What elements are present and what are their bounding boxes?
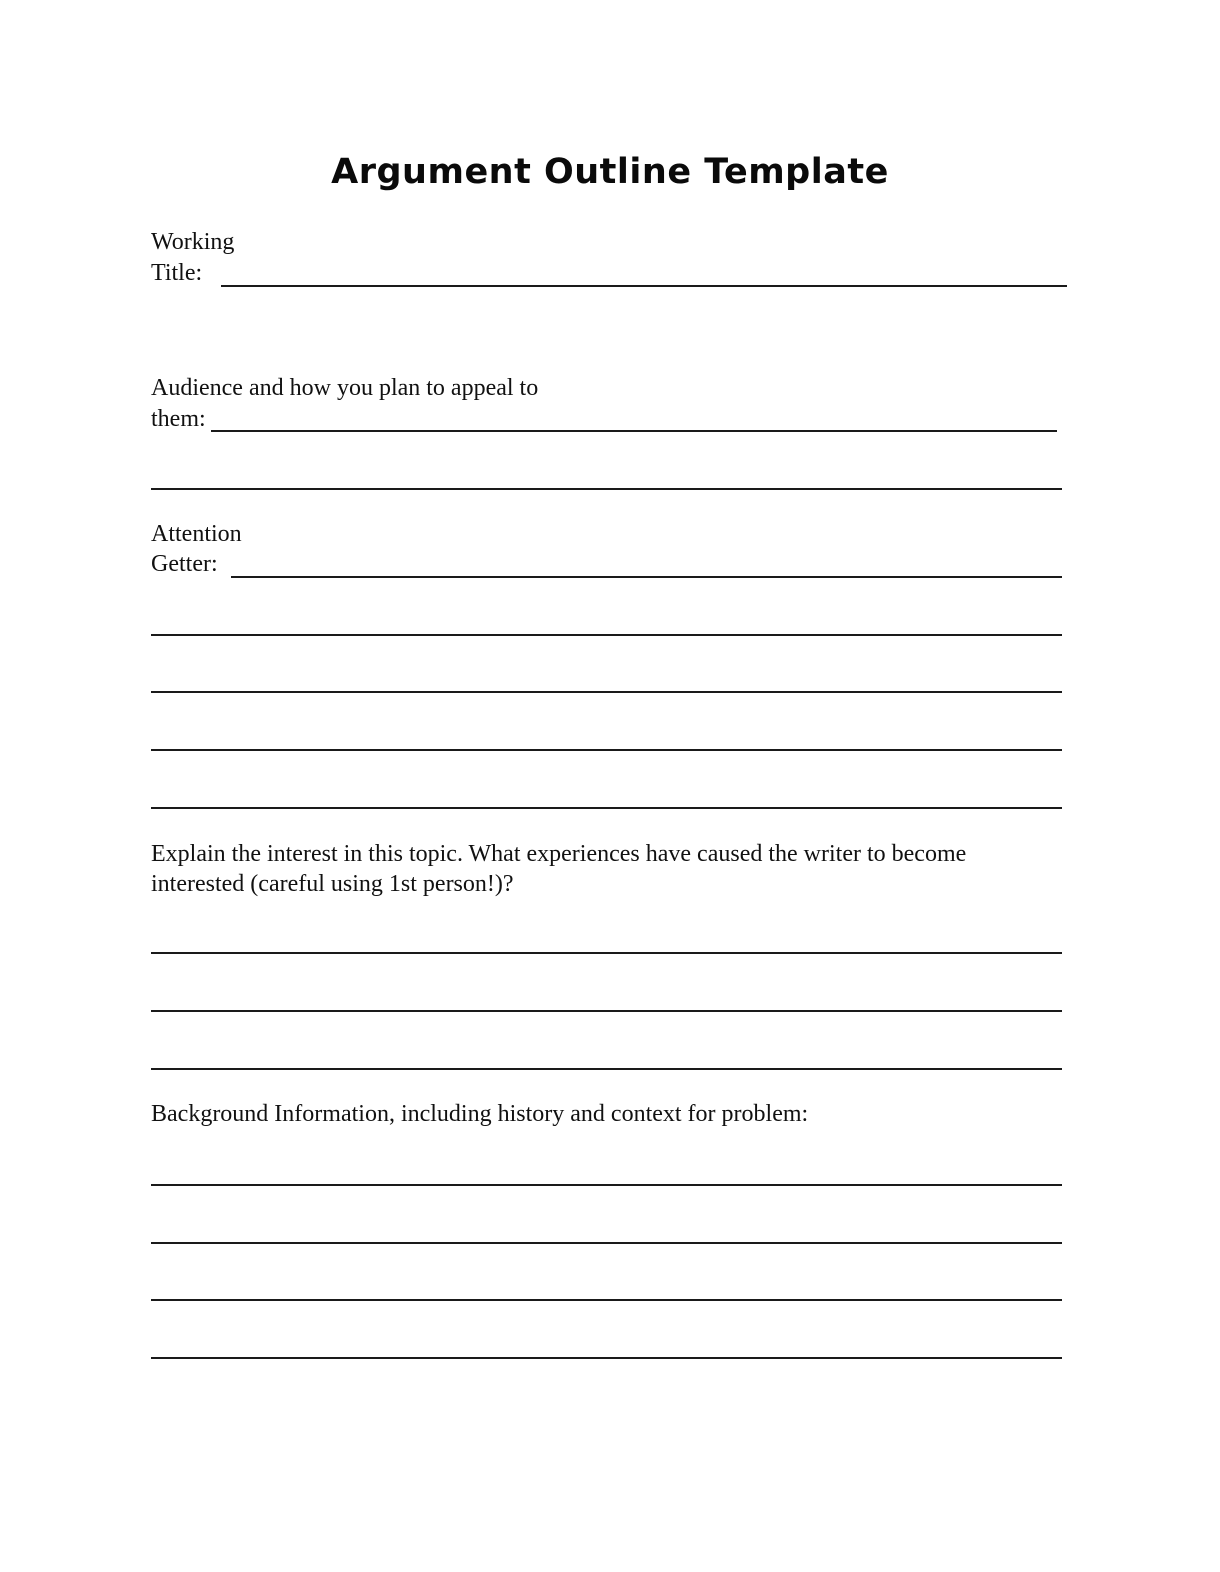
working-title-label: Working	[151, 229, 235, 255]
interest-field-3[interactable]	[151, 1068, 1062, 1070]
interest-prompt: Explain the interest in this topic. What experiences have caused the writer to become	[151, 841, 967, 867]
attention-getter-field-3[interactable]	[151, 691, 1062, 693]
working-title-label-2: Title:	[151, 260, 203, 286]
working-title-field[interactable]	[221, 285, 1067, 287]
background-field-2[interactable]	[151, 1242, 1062, 1244]
interest-field-2[interactable]	[151, 1010, 1062, 1012]
attention-getter-label: Attention	[151, 521, 242, 547]
background-field-3[interactable]	[151, 1299, 1062, 1301]
audience-field-1[interactable]	[211, 430, 1057, 432]
audience-label: Audience and how you plan to appeal to	[151, 375, 539, 401]
audience-field-2[interactable]	[151, 488, 1062, 490]
audience-label-2: them:	[151, 406, 206, 432]
attention-getter-field-4[interactable]	[151, 749, 1062, 751]
background-field-4[interactable]	[151, 1357, 1062, 1359]
background-field-1[interactable]	[151, 1184, 1062, 1186]
interest-prompt-2: interested (careful using 1st person!)?	[151, 871, 514, 897]
interest-field-1[interactable]	[151, 952, 1062, 954]
background-prompt: Background Information, including history and context for problem:	[151, 1101, 809, 1127]
attention-getter-field-1[interactable]	[231, 576, 1062, 578]
attention-getter-field-5[interactable]	[151, 807, 1062, 809]
attention-getter-label-2: Getter:	[151, 551, 218, 577]
attention-getter-field-2[interactable]	[151, 634, 1062, 636]
page-title: Argument Outline Template	[331, 152, 889, 192]
